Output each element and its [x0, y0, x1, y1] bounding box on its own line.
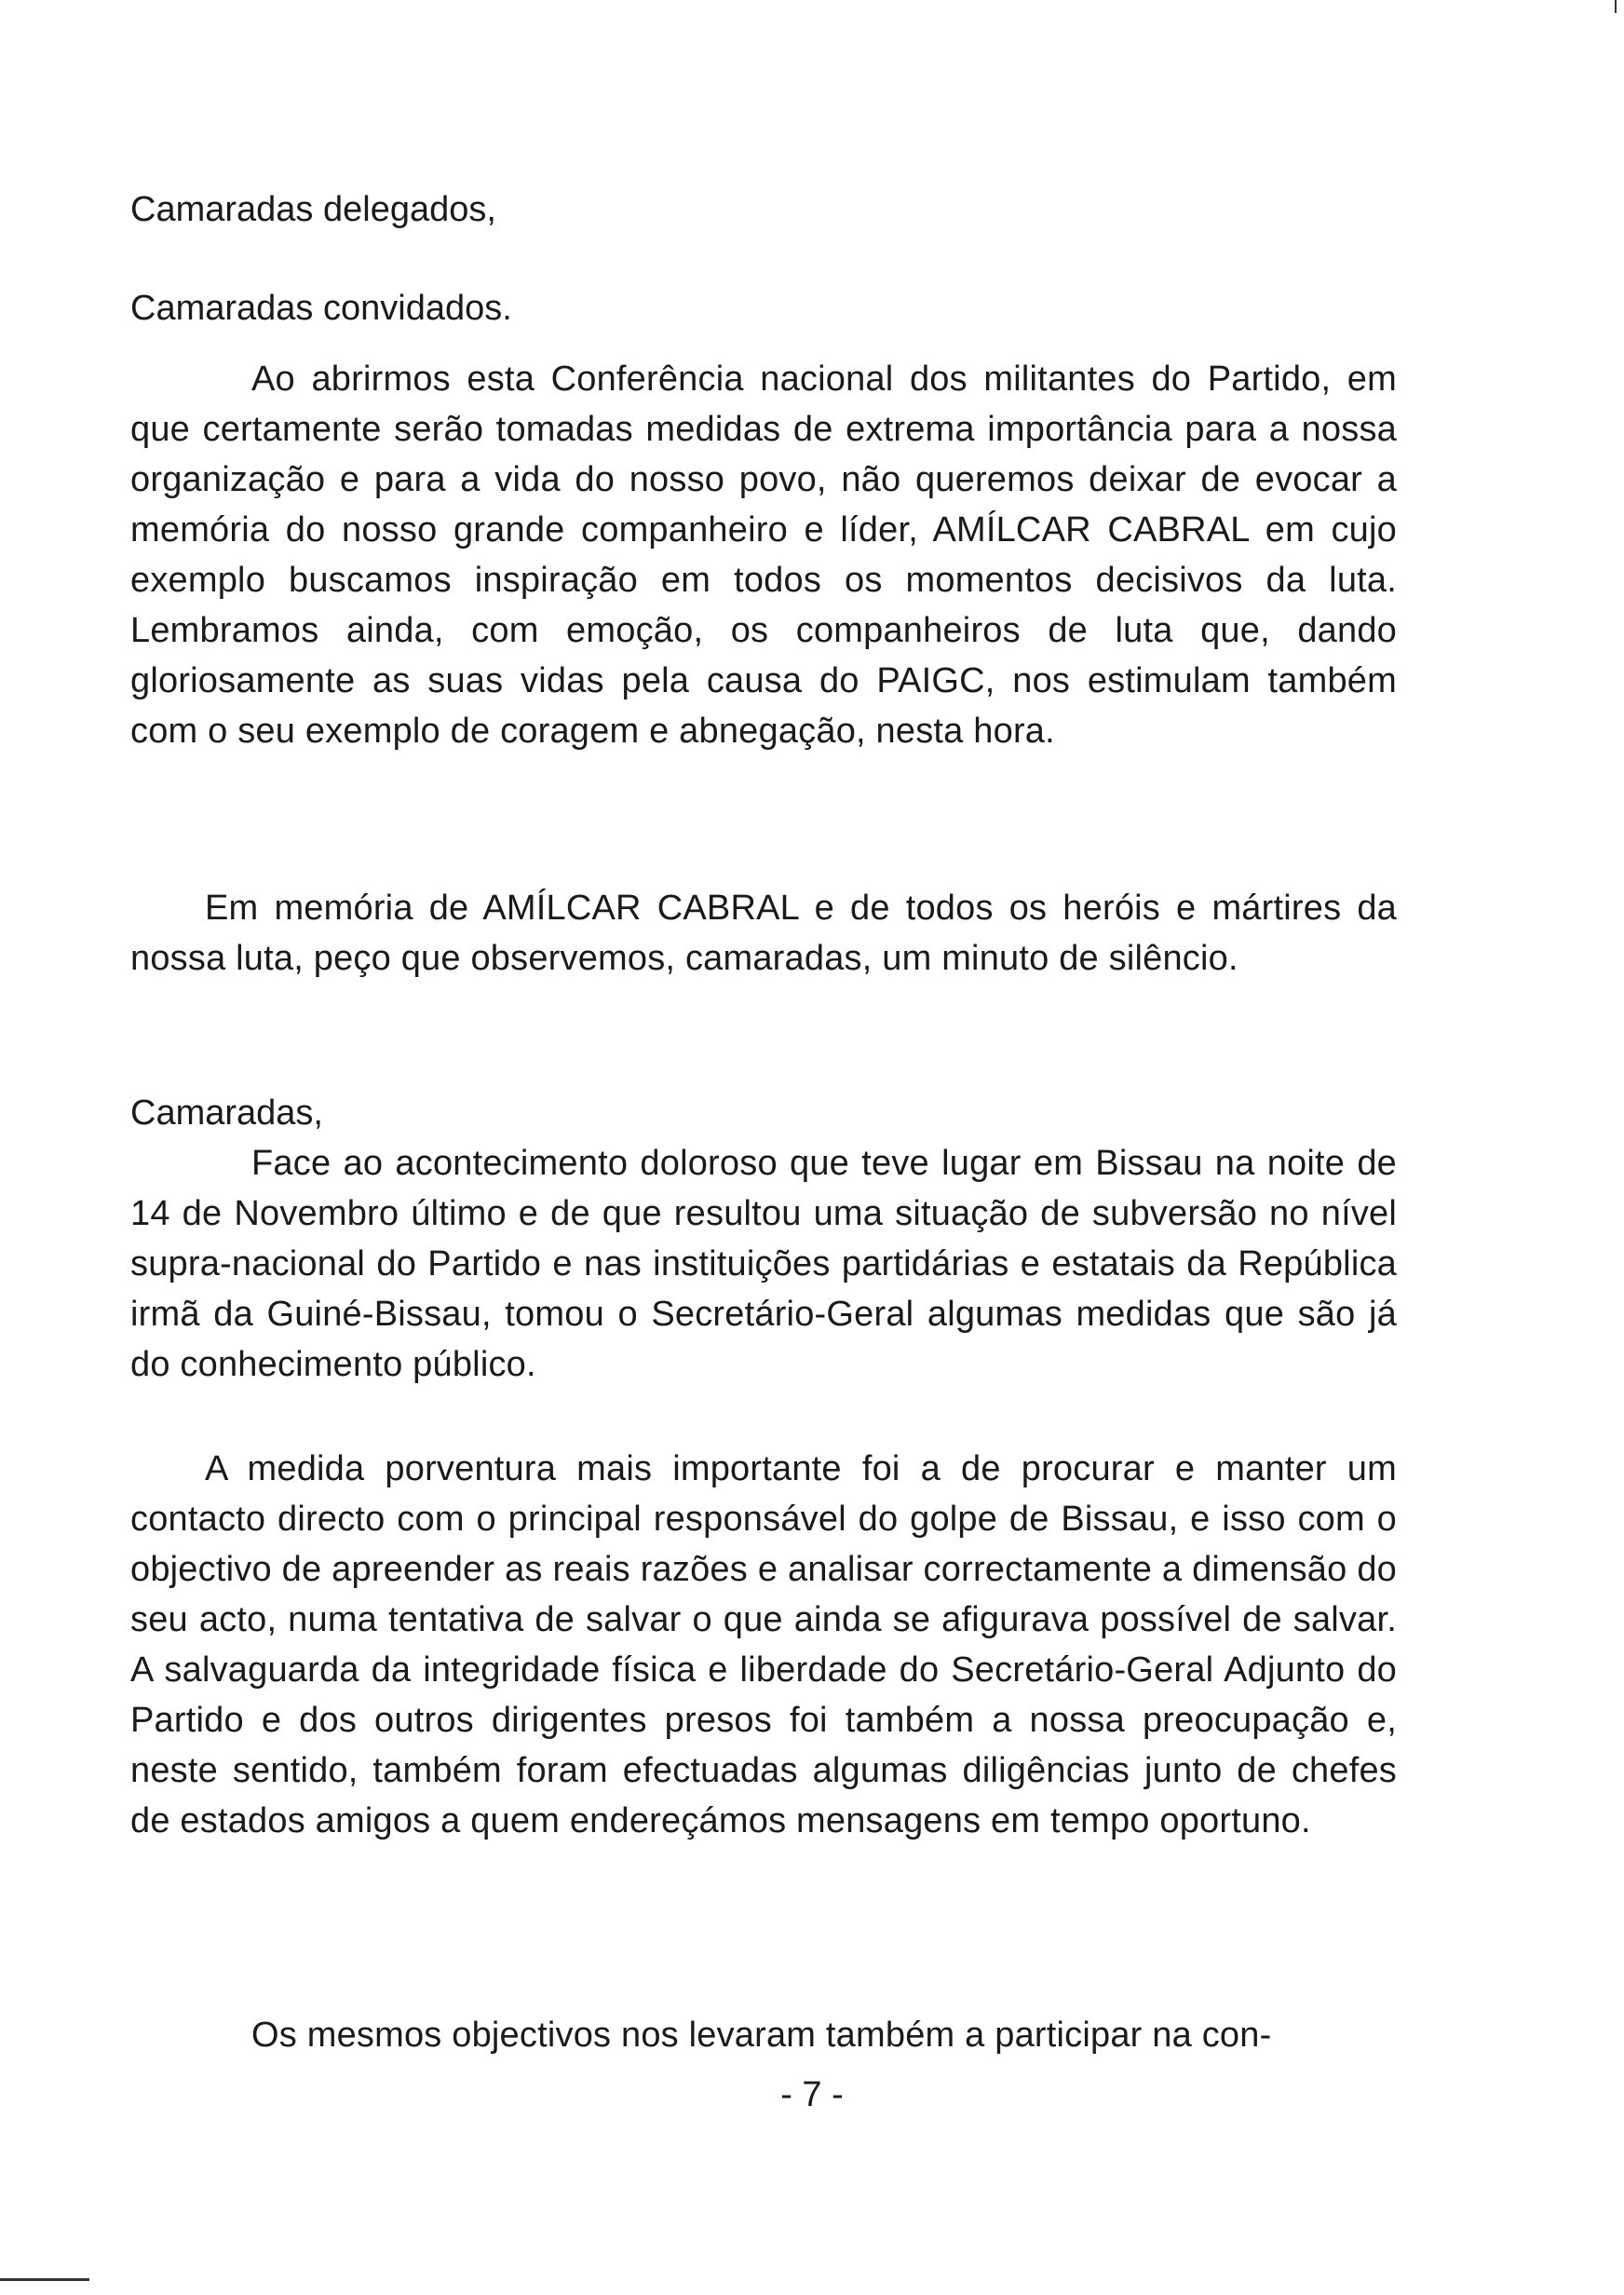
- page-number: - 7 -: [780, 2075, 844, 2114]
- paragraph-continuation: Os mesmos objectivos nos levaram também a participar na con-: [251, 2016, 1272, 2055]
- paragraph-measures: A medida porventura mais importante foi a de procurar e manter um contacto directo com o principal responsável do golpe de Bissau, e isso com o objectivo de apreender as reais razões e analisar correctamente a dimensão do seu acto, numa tentativa de salvar o que ainda se afigurava possível de salvar. A salvaguarda da integridade física e liberdade do Secretário-Geral Adjunto do Partido e dos outros dirigentes presos foi também a nossa preocupação e, neste sentido, também foram efectuadas algumas diligências junto de chefes de estados amigos a quem endereçámos mensagens em tempo oportuno.: [130, 1449, 1397, 1840]
- scan-corner-mark: [1615, 0, 1617, 13]
- paragraph-silence: Em memória de AMÍLCAR CABRAL e de todos os heróis e mártires da nossa luta, peço que observemos, camaradas, um minuto de silêncio.: [130, 889, 1397, 978]
- salutation-comrades: Camaradas,: [130, 1093, 323, 1133]
- paragraph-opening: Ao abrirmos esta Conferência nacional dos militantes do Partido, em que certamente serão tomadas medidas de extrema importância para a nossa organização e para a vida do nosso povo, não queremos deixar de evocar a memória do nosso grande companheiro e líder, AMÍLCAR CABRAL em cujo exemplo buscamos inspiração em todos os momentos decisivos da luta. Lembramos ainda, com emoção, os companheiros de luta que, dando gloriosamente as suas vidas pela causa do PAIGC, nos estimulam também com o seu exemplo de coragem e abnegação, nesta hora.: [130, 360, 1397, 751]
- salutation-delegates: Camaradas delegados,: [130, 190, 496, 229]
- salutation-guests: Camaradas convidados.: [130, 289, 512, 328]
- scan-edge-line: [0, 2278, 89, 2281]
- paragraph-events-bissau: Face ao acontecimento doloroso que teve lugar em Bissau na noite de 14 de Novembro último e de que resultou uma situação de subversão no nível supra-nacional do Partido e nas instituições partidárias e estatais da República irmã da Guiné-Bissau, tomou o Secretário-Geral algumas medidas que são já do conhecimento público.: [130, 1144, 1397, 1384]
